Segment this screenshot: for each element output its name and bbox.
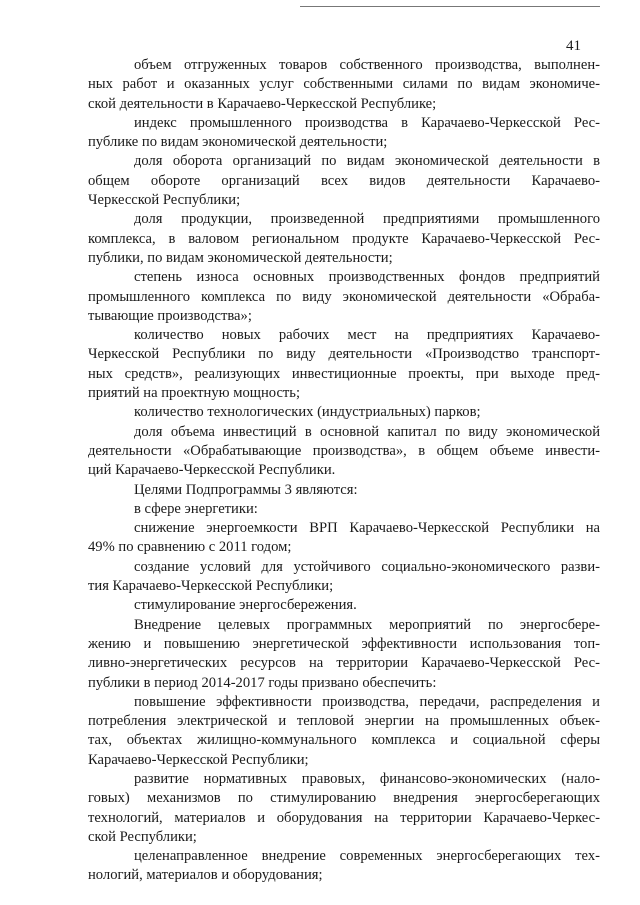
text-line: Черкесской Республики по виду деятельности «Производство транспорт- [88,346,600,363]
text-line: ской Республики; [88,828,197,845]
text-line: Карачаево-Черкесской Республики; [88,751,309,768]
top-edge-rule [300,6,600,7]
text-line: количество новых рабочих мест на предприятиях Карачаево- [134,327,600,344]
text-line: общем обороте организаций всех видов деятельности Карачаево- [88,172,600,189]
text-line: стимулирование энергосбережения. [134,597,357,614]
text-line: ской деятельности в Карачаево-Черкесской Республике; [88,95,437,112]
text-line: повышение эффективности производства, передачи, распределения и [134,693,600,710]
text-line: публики в период 2014-2017 годы призвано обеспечить: [88,674,437,691]
text-line: Целями Подпрограммы 3 являются: [134,481,358,498]
text-line: комплекса, в валовом региональном продукте Карачаево-Черкесской Рес- [88,230,600,247]
text-line: тия Карачаево-Черкесской Республики; [88,578,334,595]
text-line: деятельности «Обрабатывающие производства», в общем объеме инвести- [88,442,600,459]
text-line: технологий, материалов и оборудования на территории Карачаево-Черкес- [88,809,600,826]
text-line: тывающие производства»; [88,307,252,324]
text-line: ливно-энергетических ресурсов на территории Карачаево-Черкесской Рес- [88,655,600,672]
text-line: в сфере энергетики: [134,500,258,517]
text-line: целенаправленное внедрение современных энергосберегающих тех- [134,848,600,865]
text-line: публики, по видам экономической деятельности; [88,249,393,266]
text-line: степень износа основных производственных фондов предприятий [134,269,600,286]
text-line: ных средств», реализующих инвестиционные проекты, при выходе пред- [88,365,600,382]
text-line: ций Карачаево-Черкесской Республики. [88,462,336,479]
text-line: доля объема инвестиций в основной капитал по виду экономической [134,423,600,440]
text-line: индекс промышленного производства в Карачаево-Черкесской Рес- [134,114,600,131]
text-line: тах, объектах жилищно-коммунального комплекса и социальной сферы [88,732,600,749]
text-line: создание условий для устойчивого социально-экономического разви- [134,558,600,575]
text-line: приятий на проектную мощность; [88,385,301,402]
text-line: объем отгруженных товаров собственного производства, выполнен- [134,57,600,73]
text-line: развитие нормативных правовых, финансово-экономических (нало- [134,770,600,787]
text-line: жению и повышению энергетической эффективности использования топ- [88,635,600,652]
text-line: публике по видам экономической деятельности; [88,134,388,151]
document-body [88,56,600,886]
text-line: промышленного комплекса по виду экономической деятельности «Обраба- [88,288,600,305]
text-line: Внедрение целевых программных мероприятий по энергосбере- [134,616,600,633]
text-line: ных работ и оказанных услуг собственными силами по видам экономиче- [88,76,600,93]
text-line: нологий, материалов и оборудования; [88,867,323,884]
text-line: количество технологических (индустриальных) парков; [134,404,481,421]
text-line: доля продукции, произведенной предприятиями промышленного [134,211,600,228]
text-line: Черкесской Республики; [88,192,241,209]
text-line: потребления электрической и тепловой энергии на промышленных объек- [88,713,600,730]
page-number: 41 [566,38,581,54]
text-line: снижение энергоемкости ВРП Карачаево-Черкесской Республики на [134,520,600,537]
text-line: 49% по сравнению с 2011 годом; [88,539,292,556]
text-line: доля оборота организаций по видам экономической деятельности в [134,153,600,170]
text-line: говых) механизмов по стимулированию внедрения энергосберегающих [88,790,600,807]
